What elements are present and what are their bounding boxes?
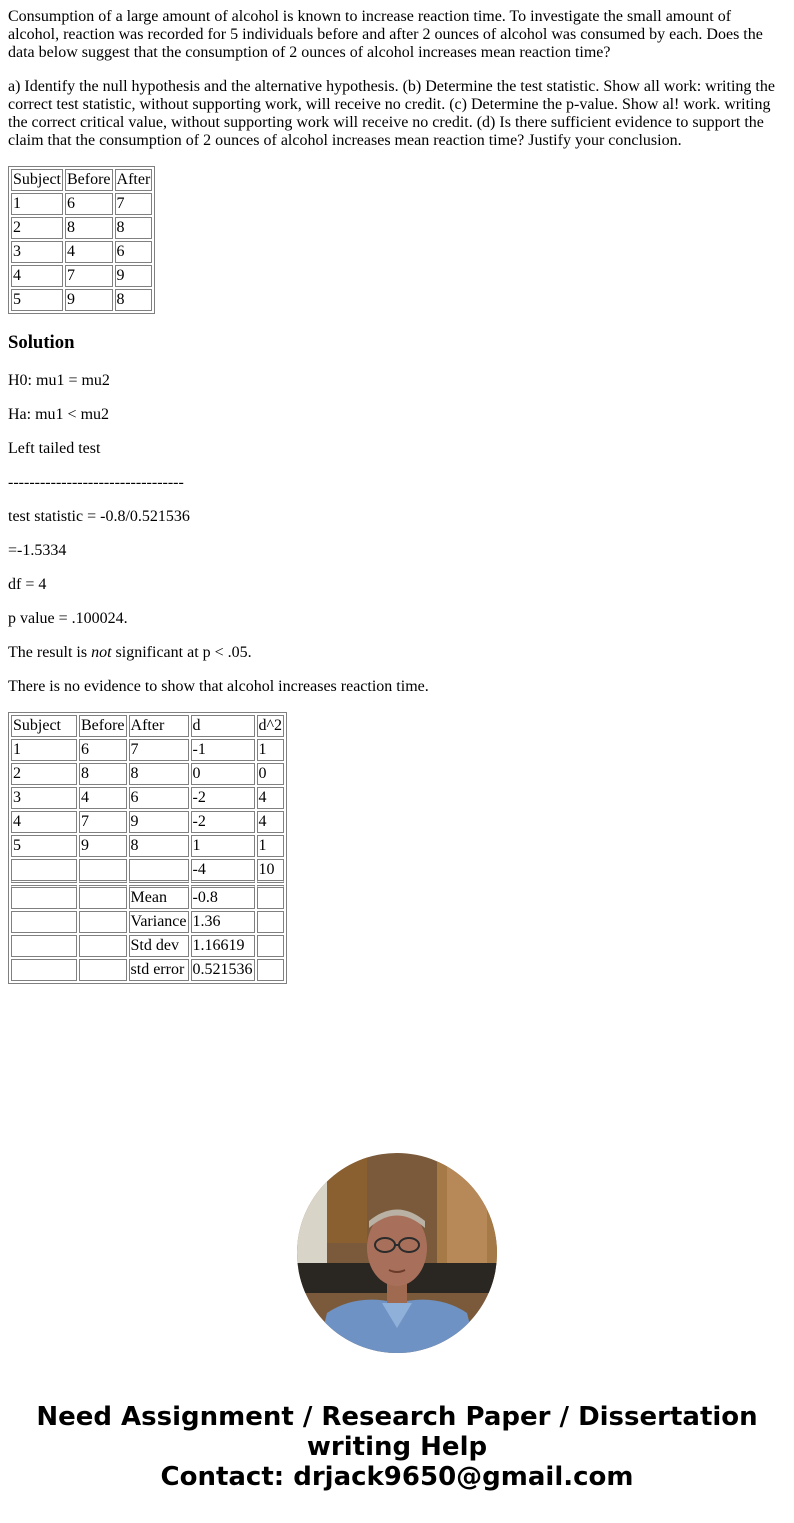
alternative-hypothesis: Ha: mu1 < mu2 <box>8 406 110 423</box>
table-cell: 0 <box>257 763 285 785</box>
table-cell: 7 <box>115 193 153 215</box>
table-cell <box>11 935 77 957</box>
table-row <box>11 763 284 785</box>
table-cell: 10 <box>257 859 285 883</box>
table-cell: -4 <box>191 859 255 883</box>
table-cell <box>79 885 127 909</box>
table-header-cell: Subject <box>11 715 77 737</box>
table-row <box>11 193 152 215</box>
table-cell: 4 <box>11 811 77 833</box>
table-cell <box>129 859 189 883</box>
table-cell: 0.521536 <box>191 959 255 981</box>
author-photo <box>297 1153 497 1353</box>
table-cell: 9 <box>65 289 113 311</box>
table-cell: -2 <box>191 787 255 809</box>
table-header-cell: Subject <box>11 169 63 191</box>
table-header-cell: After <box>115 169 153 191</box>
table-cell <box>257 885 285 909</box>
stats-row <box>11 885 284 909</box>
table-cell: 3 <box>11 241 63 263</box>
promo-banner <box>0 1402 794 1492</box>
table-cell <box>11 885 77 909</box>
table-cell: 7 <box>65 265 113 287</box>
table-row <box>11 739 284 761</box>
question-text: Consumption of a large amount of alcohol is known to increase reaction time. To investigate the small amount of alcohol, reaction was recorded for 5 individuals before and after 2 ounces of alcohol was consumed by each. Does the data below suggest that the consumption of 2 ounces of alcohol increases mean reaction time? <box>8 8 763 61</box>
table-row <box>11 289 152 311</box>
table-cell: 1.36 <box>191 911 255 933</box>
solution-table <box>8 712 287 984</box>
table-cell: -2 <box>191 811 255 833</box>
table-cell <box>11 859 77 883</box>
table-cell <box>11 959 77 981</box>
test-statistic: test statistic = -0.8/0.521536 <box>8 508 190 525</box>
table-cell: 9 <box>115 265 153 287</box>
stats-row <box>11 959 284 981</box>
result-emphasis: not <box>91 644 112 661</box>
solution-heading: Solution <box>8 332 75 353</box>
degrees-of-freedom: df = 4 <box>8 576 47 593</box>
table-row <box>11 217 152 239</box>
table-cell: 7 <box>79 811 127 833</box>
table-row <box>11 787 284 809</box>
table-cell: Mean <box>129 885 189 909</box>
table-header-row <box>11 715 284 737</box>
table-cell: 1 <box>257 835 285 857</box>
table-row <box>11 835 284 857</box>
author-photo-image <box>297 1153 497 1353</box>
table-cell: 1 <box>257 739 285 761</box>
table-cell: 5 <box>11 835 77 857</box>
table-cell <box>257 935 285 957</box>
table-cell: 6 <box>79 739 127 761</box>
table-cell: 4 <box>11 265 63 287</box>
table-cell: -1 <box>191 739 255 761</box>
table-header-row <box>11 169 152 191</box>
table-header-cell: Before <box>79 715 127 737</box>
table-cell: 5 <box>11 289 63 311</box>
table-cell: 1 <box>191 835 255 857</box>
result-suffix: significant at p < .05. <box>111 644 252 661</box>
promo-contact: Contact: drjack9650@gmail.com <box>160 1462 634 1492</box>
table-cell: -0.8 <box>191 885 255 909</box>
table-cell <box>79 911 127 933</box>
stats-row <box>11 911 284 933</box>
table-cell: 6 <box>129 787 189 809</box>
p-value: p value = .100024. <box>8 610 128 627</box>
conclusion: There is no evidence to show that alcohol increases reaction time. <box>8 678 429 695</box>
result-statement <box>8 644 786 662</box>
table-row <box>11 241 152 263</box>
promo-line-1: Need Assignment / Research Paper / Dissertation <box>36 1402 758 1432</box>
stats-row <box>11 935 284 957</box>
table-cell: 4 <box>65 241 113 263</box>
result-prefix: The result is <box>8 644 92 661</box>
table-cell: 6 <box>115 241 153 263</box>
table-header-cell: After <box>129 715 189 737</box>
table-header-cell: d <box>191 715 255 737</box>
table-cell: 1.16619 <box>191 935 255 957</box>
table-cell: 6 <box>65 193 113 215</box>
table-cell: 2 <box>11 217 63 239</box>
table-cell: 0 <box>191 763 255 785</box>
table-cell <box>257 911 285 933</box>
table-cell: 4 <box>79 787 127 809</box>
table-cell: Std dev <box>129 935 189 957</box>
table-cell <box>79 859 127 883</box>
table-cell: std error <box>129 959 189 981</box>
table-header-cell: Before <box>65 169 113 191</box>
promo-line-2: writing Help <box>306 1432 488 1462</box>
table-row <box>11 265 152 287</box>
table-cell: 7 <box>129 739 189 761</box>
table-cell: Variance <box>129 911 189 933</box>
table-cell: 1 <box>11 193 63 215</box>
test-type: Left tailed test <box>8 440 101 457</box>
separator-line: --------------------------------- <box>8 474 184 491</box>
table-cell: 2 <box>11 763 77 785</box>
test-statistic-value: =-1.5334 <box>8 542 67 559</box>
table-cell: 4 <box>257 811 285 833</box>
null-hypothesis: H0: mu1 = mu2 <box>8 372 110 389</box>
table-cell: 9 <box>79 835 127 857</box>
table-cell: 4 <box>257 787 285 809</box>
table-cell: 3 <box>11 787 77 809</box>
table-cell <box>257 959 285 981</box>
data-table <box>8 166 155 314</box>
table-cell: 9 <box>129 811 189 833</box>
table-cell: 1 <box>11 739 77 761</box>
table-cell <box>79 959 127 981</box>
table-cell: 8 <box>79 763 127 785</box>
question-parts: a) Identify the null hypothesis and the alternative hypothesis. (b) Determine the test statistic. Show all work: writing the correct test statistic, without supporting work, will receive no credit. (c) Determine the p-value. Show al! work. writing the correct critical value, without supporting work will receive no credit. (d) Is there sufficient evidence to support the claim that the consumption of 2 ounces of alcohol increases mean reaction time? Justify your conclusion. <box>8 78 775 149</box>
table-cell: 8 <box>65 217 113 239</box>
table-cell: 8 <box>115 217 153 239</box>
table-cell: 8 <box>115 289 153 311</box>
table-cell <box>11 911 77 933</box>
table-cell: 8 <box>129 835 189 857</box>
totals-row <box>11 859 284 883</box>
table-row <box>11 811 284 833</box>
table-cell <box>79 935 127 957</box>
table-cell: 8 <box>129 763 189 785</box>
table-header-cell: d^2 <box>257 715 285 737</box>
